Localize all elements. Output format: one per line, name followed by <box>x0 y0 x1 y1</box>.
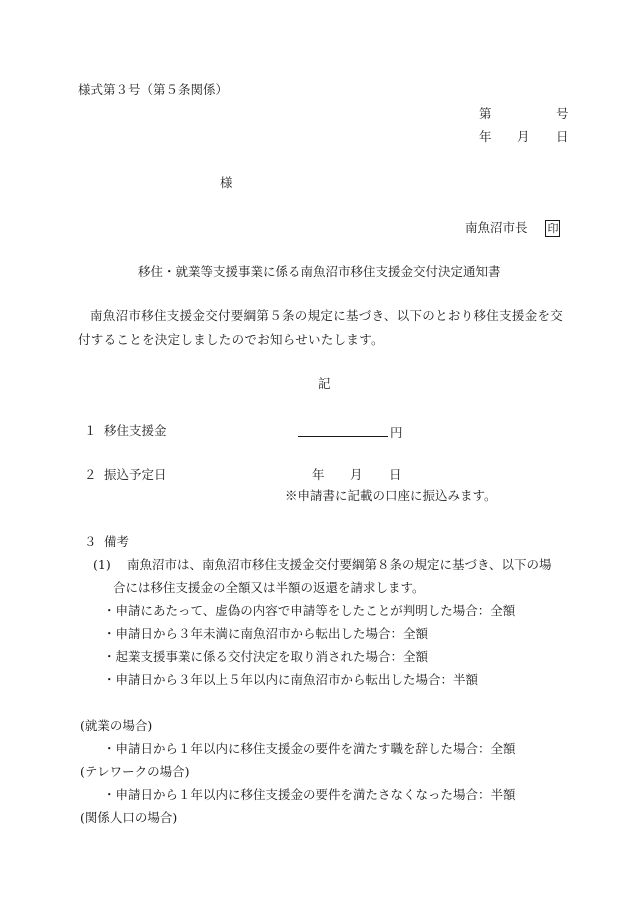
item3-number: ３ <box>84 534 97 549</box>
addressee-suffix: 様 <box>220 175 233 190</box>
telework-heading: (テレワークの場合) <box>80 764 190 779</box>
item1-number: １ <box>84 423 97 438</box>
related-population-heading: (関係人口の場合) <box>80 810 178 825</box>
remark-1-line1: 南魚沼市は、南魚沼市移住支援金交付要綱第８条の規定に基づき、以下の場 <box>127 557 552 572</box>
doc-number-suffix: 号 <box>556 106 569 121</box>
item3-label: 備考 <box>104 534 130 549</box>
transfer-day: 日 <box>389 467 402 482</box>
seal-mark: 印 <box>547 222 559 235</box>
bullet-item: ・申請にあたって、虚偽の内容で申請等をしたことが判明した場合：全額 <box>103 603 516 618</box>
bullet-item: ・申請日から３年以上５年以内に南魚沼市から転出した場合：半額 <box>103 672 479 687</box>
transfer-year: 年 <box>312 467 325 482</box>
date-month: 月 <box>517 129 530 144</box>
item2-number: ２ <box>84 467 97 482</box>
ki-heading: 記 <box>318 376 331 391</box>
amount-blank-line <box>298 425 388 437</box>
item2-label: 振込予定日 <box>104 467 167 482</box>
telework-bullet: ・申請日から１年以内に移住支援金の要件を満たさなくなった場合：半額 <box>103 787 516 802</box>
transfer-note: ※申請書に記載の口座に振込みます。 <box>285 488 497 503</box>
employment-bullet: ・申請日から１年以内に移住支援金の要件を満たす職を辞した場合：全額 <box>103 741 516 756</box>
date-year: 年 <box>479 129 492 144</box>
remark-1-number: (1) <box>93 557 111 572</box>
item1-unit: 円 <box>390 425 403 440</box>
employment-heading: (就業の場合) <box>80 718 153 733</box>
bullet-item: ・申請日から３年未満に南魚沼市から転出した場合：全額 <box>103 626 429 641</box>
form-number: 様式第３号（第５条関係） <box>78 82 229 97</box>
item1-amount <box>298 425 403 440</box>
bullet-item: ・起業支援事業に係る交付決定を取り消された場合：全額 <box>103 649 429 664</box>
item1-label: 移住支援金 <box>104 423 167 438</box>
remark-1-line2: 合には移住支援金の全額又は半額の返還を請求します。 <box>113 580 425 595</box>
document-title: 移住・就業等支援事業に係る南魚沼市移住支援金交付決定通知書 <box>138 264 501 279</box>
body-paragraph: 南魚沼市移住支援金交付要綱第５条の規定に基づき、以下のとおり移住支援金を交付することを決定しましたのでお知らせいたします。 <box>78 308 564 347</box>
date-day: 日 <box>556 129 569 144</box>
issuer-name: 南魚沼市長 <box>465 220 528 235</box>
doc-number-prefix: 第 <box>479 106 492 121</box>
issuer <box>465 220 560 237</box>
transfer-month: 月 <box>350 467 363 482</box>
